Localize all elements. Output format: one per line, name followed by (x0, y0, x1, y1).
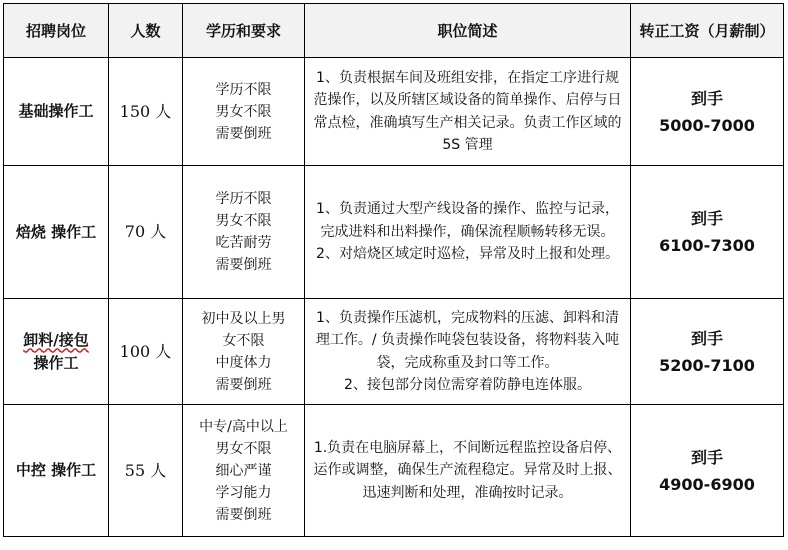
position-cell (4, 299, 109, 405)
recruitment-table (3, 3, 784, 537)
description-cell (305, 58, 631, 166)
position-name: 卸料/接包 (23, 330, 89, 349)
requirement-line: 女不限 (222, 332, 265, 349)
salary-label: 到手 (690, 88, 723, 108)
description-paragraph: 1、负责根据车间及班组安排，在指定工序进行规范操作，以及所辖区域设备的简单操作、启停与日常点检，准确填写生产相关记录。负责工作区域的 5S 管理 (313, 69, 622, 153)
requirement-line: 需要倒班 (215, 257, 272, 273)
header-requirements: 学历和要求 (183, 4, 305, 58)
requirement-line: 学历不限 (215, 191, 272, 207)
position-cell (4, 58, 109, 166)
salary-label: 到手 (690, 447, 723, 467)
table-row (4, 58, 784, 166)
salary-label: 到手 (690, 328, 723, 348)
header-headcount: 人数 (109, 4, 183, 58)
requirement-line: 学习能力 (215, 484, 272, 501)
salary-label: 到手 (690, 209, 723, 228)
requirements-cell (183, 405, 305, 537)
headcount-cell: 150 人 (109, 58, 183, 166)
header-description: 职位简述 (305, 4, 631, 58)
description-paragraph: 1、负责操作压滤机，完成物料的压滤、卸料和清理工作。/ 负责操作吨袋包装设备，将物料装入吨袋，完成称重及封口等工作。 (315, 309, 620, 371)
requirement-line: 细心严谨 (215, 462, 272, 479)
requirement-line: 男女不限 (215, 213, 272, 229)
description-cell (305, 299, 631, 405)
description-paragraph: 2、对焙烧区域定时巡检，异常及时上报和处理。 (316, 246, 619, 263)
salary-range: 6100-7300 (659, 236, 755, 255)
salary-range: 4900-6900 (659, 474, 755, 494)
description-paragraph: 1.负责在电脑屏幕上，不间断远程监控设备启停、运作或调整，确保生产流程稳定。异常及时上报、迅速判断和处理，准确按时记录。 (313, 439, 622, 501)
requirement-line: 需要倒班 (215, 125, 272, 142)
headcount-cell: 100 人 (109, 299, 183, 405)
header-position: 招聘岗位 (4, 4, 109, 58)
description-paragraph: 2、接包部分岗位需穿着防静电连体服。 (344, 377, 591, 393)
requirement-line: 初中及以上男 (201, 310, 286, 327)
salary-range: 5000-7000 (659, 115, 755, 135)
requirements-cell (183, 299, 305, 405)
position-name: 中控 操作工 (15, 461, 97, 479)
table-row (4, 405, 784, 537)
position-name: 焙烧 操作工 (15, 222, 97, 241)
requirement-line: 中度体力 (215, 354, 272, 371)
salary-cell (631, 166, 784, 299)
description-cell (305, 405, 631, 537)
requirements-cell (183, 58, 305, 166)
salary-cell (631, 58, 784, 166)
requirement-line: 中专/高中以上 (199, 418, 288, 435)
salary-range: 5200-7100 (659, 355, 755, 375)
salary-cell (631, 299, 784, 405)
salary-cell (631, 405, 784, 537)
requirements-cell (183, 166, 305, 299)
description-cell (305, 166, 631, 299)
requirement-line: 男女不限 (215, 103, 272, 120)
requirement-line: 学历不限 (215, 81, 272, 98)
position-cell (4, 405, 109, 537)
requirement-line: 吃苦耐劳 (215, 235, 272, 251)
header-salary: 转正工资（月薪制） (631, 4, 784, 58)
table-row (4, 166, 784, 299)
header-row (4, 4, 784, 58)
requirement-line: 男女不限 (215, 440, 272, 457)
requirement-line: 需要倒班 (215, 376, 272, 393)
position-name: 基础操作工 (18, 102, 94, 120)
table-row (4, 299, 784, 405)
position-name: 操作工 (33, 353, 79, 372)
headcount-cell: 55 人 (109, 405, 183, 537)
description-paragraph: 1、负责通过大型产线设备的操作、监控与记录，完成进料和出料操作，确保流程顺畅转移无误。 (316, 201, 619, 240)
headcount-cell: 70 人 (109, 166, 183, 299)
requirement-line: 需要倒班 (215, 506, 272, 523)
position-cell (4, 166, 109, 299)
